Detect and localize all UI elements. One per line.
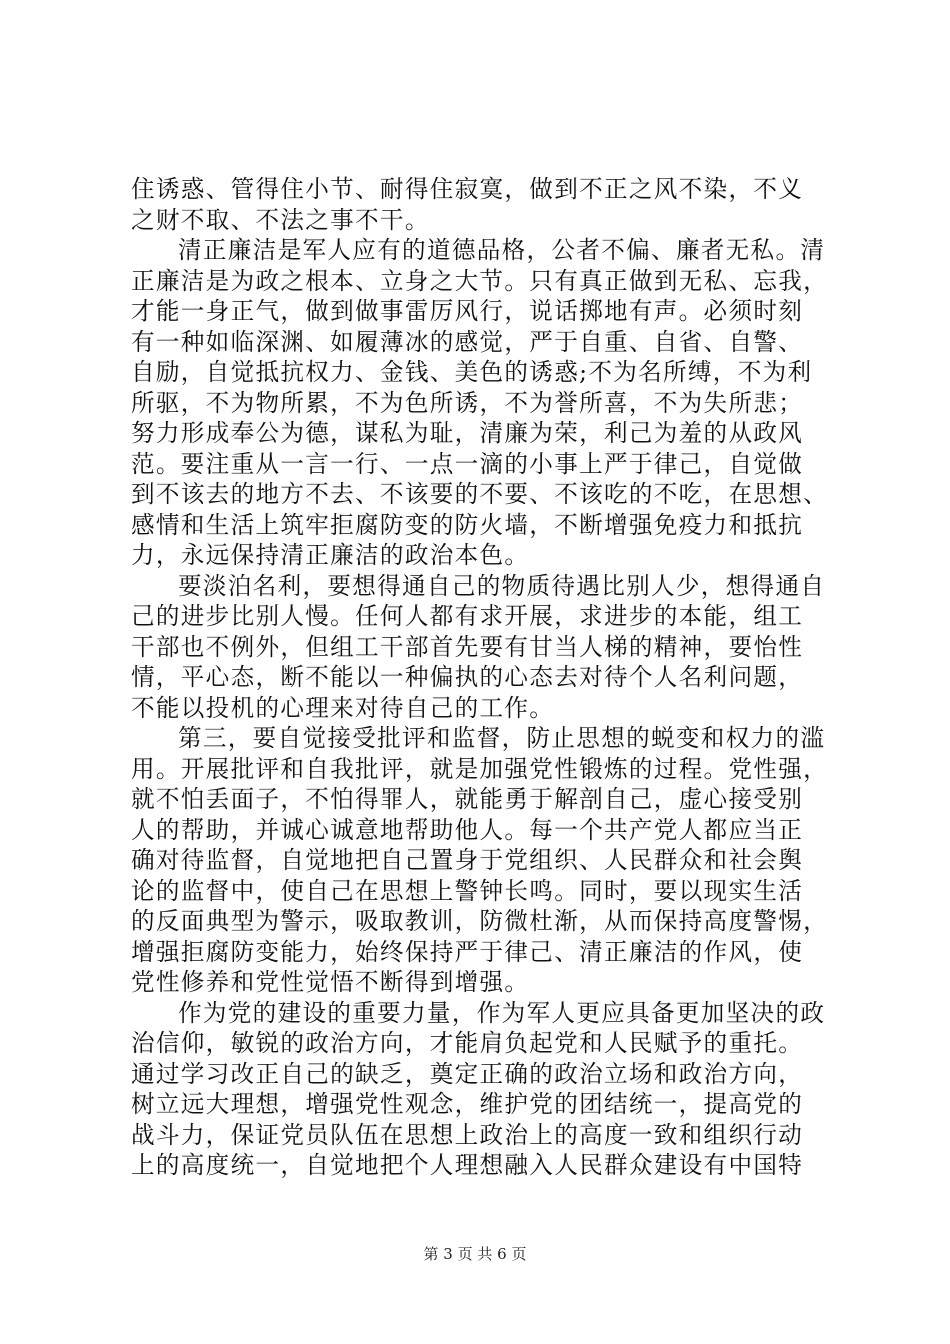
- text-line: 所驱，不为物所累，不为色所诱，不为誉所喜，不为失所悲；: [131, 388, 804, 417]
- text-line: 战斗力，保证党员队伍在思想上政治上的高度一致和组织行动: [131, 1120, 804, 1149]
- paragraph-first-line: 要淡泊名利，要想得通自己的物质待遇比别人少，想得通自: [178, 571, 826, 600]
- text-line: 人的帮助，并诚心诚意地帮助他人。每一个共产党人都应当正: [131, 815, 804, 844]
- document-body: [131, 174, 831, 1181]
- text-line: 己的进步比别人慢。任何人都有求开展，求进步的本能，组工: [131, 602, 804, 630]
- text-line: 增强拒腐防变能力，始终保持严于律己、清正廉洁的作风，使: [131, 937, 804, 966]
- paragraph-first-line: 清正廉洁是军人应有的道德品格，公者不偏、廉者无私。清: [178, 236, 826, 264]
- text-line: 之财不取、不法之事不干。: [131, 205, 430, 234]
- text-line: 的反面典型为警示，吸取教训，防微杜渐，从而保持高度警惕，: [131, 907, 829, 935]
- paragraph-first-line: 作为党的建设的重要力量，作为军人更应具备更加坚决的政: [178, 998, 826, 1027]
- text-line: 通过学习改正自己的缺乏，奠定正确的政治立场和政治方向，: [131, 1059, 804, 1088]
- text-line: 力，永远保持清正廉洁的政治本色。: [131, 541, 530, 569]
- text-line: 就不怕丢面子，不怕得罪人，就能勇于解剖自己，虚心接受别: [131, 785, 804, 813]
- text-line: 树立远大理想，增强党性观念，维护党的团结统一，提高党的: [131, 1090, 804, 1118]
- paragraph-first-line: 第三，要自觉接受批评和监督，防止思想的蜕变和权力的滥: [178, 724, 826, 752]
- text-line: 不能以投机的心理来对待自己的工作。: [131, 693, 555, 722]
- text-line: 有一种如临深渊、如履薄冰的感觉，严于自重、自省、自警、: [131, 327, 804, 356]
- text-line: 治信仰，敏锐的政治方向，才能肩负起党和人民赋予的重托。: [131, 1029, 804, 1057]
- text-line: 确对待监督，自觉地把自己置身于党组织、人民群众和社会舆: [131, 846, 804, 874]
- page-footer: 第 3 页 共 6 页: [423, 1245, 527, 1263]
- text-line: 努力形成奉公为德，谋私为耻，清廉为荣，利己为羞的从政风: [131, 419, 804, 447]
- text-line: 住诱惑、管得住小节、耐得住寂寞，做到不正之风不染，不义: [131, 175, 804, 203]
- text-line: 范。要注重从一言一行、一点一滴的小事上严于律己，自觉做: [131, 449, 804, 478]
- text-line: 正廉洁是为政之根本、立身之大节。只有真正做到无私、忘我，: [131, 266, 829, 295]
- text-line: 到不该去的地方不去、不该要的不要、不该吃的不吃，在思想、: [131, 480, 829, 508]
- text-line: 感情和生活上筑牢拒腐防变的防火墙，不断增强免疫力和抵抗: [131, 510, 804, 539]
- text-line: 才能一身正气，做到做事雷厉风行，说话掷地有声。必须时刻: [131, 297, 804, 325]
- text-line: 上的高度统一，自觉地把个人理想融入人民群众建设有中国特: [131, 1151, 804, 1179]
- text-line: 党性修养和党性觉悟不断得到增强。: [131, 968, 530, 996]
- text-line: 干部也不例外，但组工干部首先要有甘当人梯的精神，要怡性: [131, 632, 804, 661]
- text-line: 自励，自觉抵抗权力、金钱、美色的诱惑;不为名所缚，不为利: [131, 358, 813, 386]
- text-line: 论的监督中，使自己在思想上警钟长鸣。同时，要以现实生活: [131, 876, 804, 905]
- text-line: 情，平心态，断不能以一种偏执的心态去对待个人名利问题，: [131, 663, 804, 691]
- text-line: 用。开展批评和自我批评，就是加强党性锻炼的过程。党性强，: [131, 754, 829, 783]
